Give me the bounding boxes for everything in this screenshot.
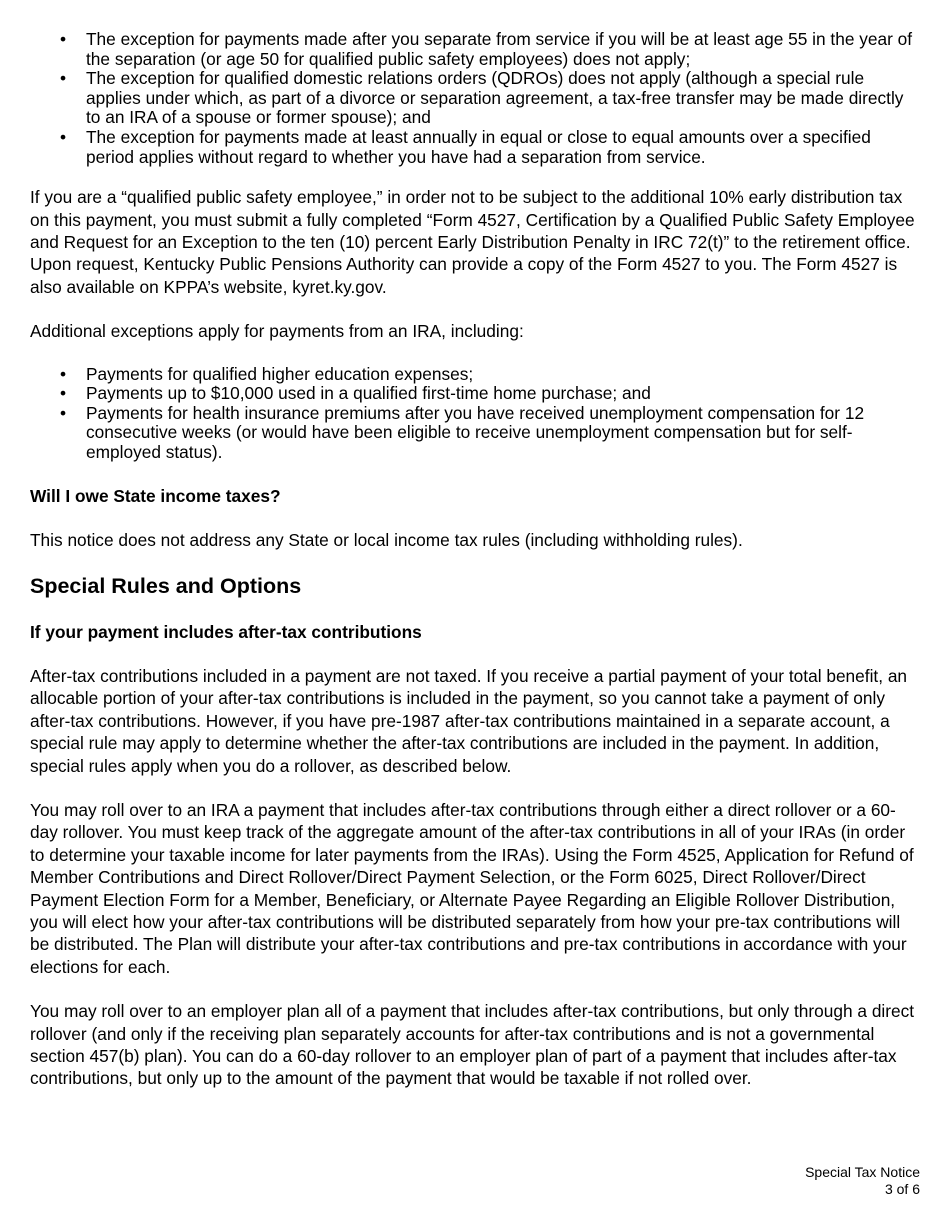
heading-state-tax: Will I owe State income taxes? xyxy=(30,485,281,506)
exceptions-list xyxy=(30,30,922,167)
paragraph-state-tax: This notice does not address any State or local income tax rules (including withholding rules). xyxy=(30,529,743,550)
list-item: • Payments for health insurance premiums after you have received unemployment compensation for 12 consecutive weeks (or would have been eligible to receive unemployment compensation but for self-employed status). xyxy=(30,404,922,463)
heading-after-tax: If your payment includes after-tax contributions xyxy=(30,621,422,642)
paragraph-after-tax-1: After-tax contributions included in a payment are not taxed. If you receive a partial payment of your total benefit, an allocable portion of your after-tax contributions is included in the payment, so you cannot take a payment of only after-tax contributions. However, if you have pre-1987 after-tax contributions maintained in a separate account, a special rule may apply to determine whether the after-tax contributions are included in the payment. In addition, special rules apply when you do a rollover, as described below. xyxy=(30,665,908,776)
paragraph-ira-intro: Additional exceptions apply for payments from an IRA, including: xyxy=(30,321,524,342)
document-page xyxy=(30,30,922,1090)
list-item: • The exception for qualified domestic relations orders (QDROs) does not apply (although a special rule applies under which, as part of a divorce or separation agreement, a tax-free transfer may be made directly to an IRA of a spouse or former spouse); and xyxy=(30,69,922,128)
page-number: 3 of 6 xyxy=(884,1181,920,1197)
list-item: • Payments for qualified higher education expenses; xyxy=(30,365,922,385)
ira-exceptions-list xyxy=(30,365,922,463)
paragraph-after-tax-3: You may roll over to an employer plan all of a payment that includes after-tax contributions, but only through a direct rollover (and only if the receiving plan separately accounts for after-tax contributions and is not a governmental section 457(b) plan). You can do a 60-day rollover to an employer plan of part of a payment that includes after-tax contributions, but only up to the amount of the payment that would be taxable if not rolled over. xyxy=(30,1001,915,1089)
list-item: • The exception for payments made after you separate from service if you will be at least age 55 in the year of the separation (or age 50 for qualified public safety employees) does not apply; xyxy=(30,30,922,69)
paragraph-public-safety: If you are a “qualified public safety employee,” in order not to be subject to the additional 10% early distribution tax on this payment, you must submit a fully completed “Form 4527, Certification by a Qualified Public Safety Employee and Request for an Exception to the ten (10) percent Early Distribution Penalty in IRC 72(t)” to the retirement office. Upon request, Kentucky Public Pensions Authority can provide a copy of the Form 4527 to you. The Form 4527 is also available on KPPA’s website, kyret.ky.gov. xyxy=(30,187,915,297)
list-item: • Payments up to $10,000 used in a qualified first-time home purchase; and xyxy=(30,384,922,404)
list-item: • The exception for payments made at least annually in equal or close to equal amounts over a specified period applies without regard to whether you have had a separation from service. xyxy=(30,128,922,167)
footer-title: Special Tax Notice xyxy=(805,1164,920,1180)
heading-special-rules: Special Rules and Options xyxy=(30,573,302,598)
paragraph-after-tax-2: You may roll over to an IRA a payment that includes after-tax contributions through either a direct rollover or a 60-day rollover. You must keep track of the aggregate amount of the after-tax contributions in all of your IRAs (in order to determine your taxable income for later payments from the IRAs). Using the Form 4525, Application for Refund of Member Contributions and Direct Rollover/Direct Payment Selection, or the Form 6025, Direct Rollover/Direct Payment Election Form for a Member, Beneficiary, or Alternate Payee Regarding an Eligible Rollover Distribution, you will elect how your after-tax contributions will be distributed separately from how your pre-tax contributions will be distributed. The Plan will distribute your after-tax contributions and pre-tax contributions in accordance with your elections for each. xyxy=(30,800,914,977)
page-footer xyxy=(805,1164,920,1198)
